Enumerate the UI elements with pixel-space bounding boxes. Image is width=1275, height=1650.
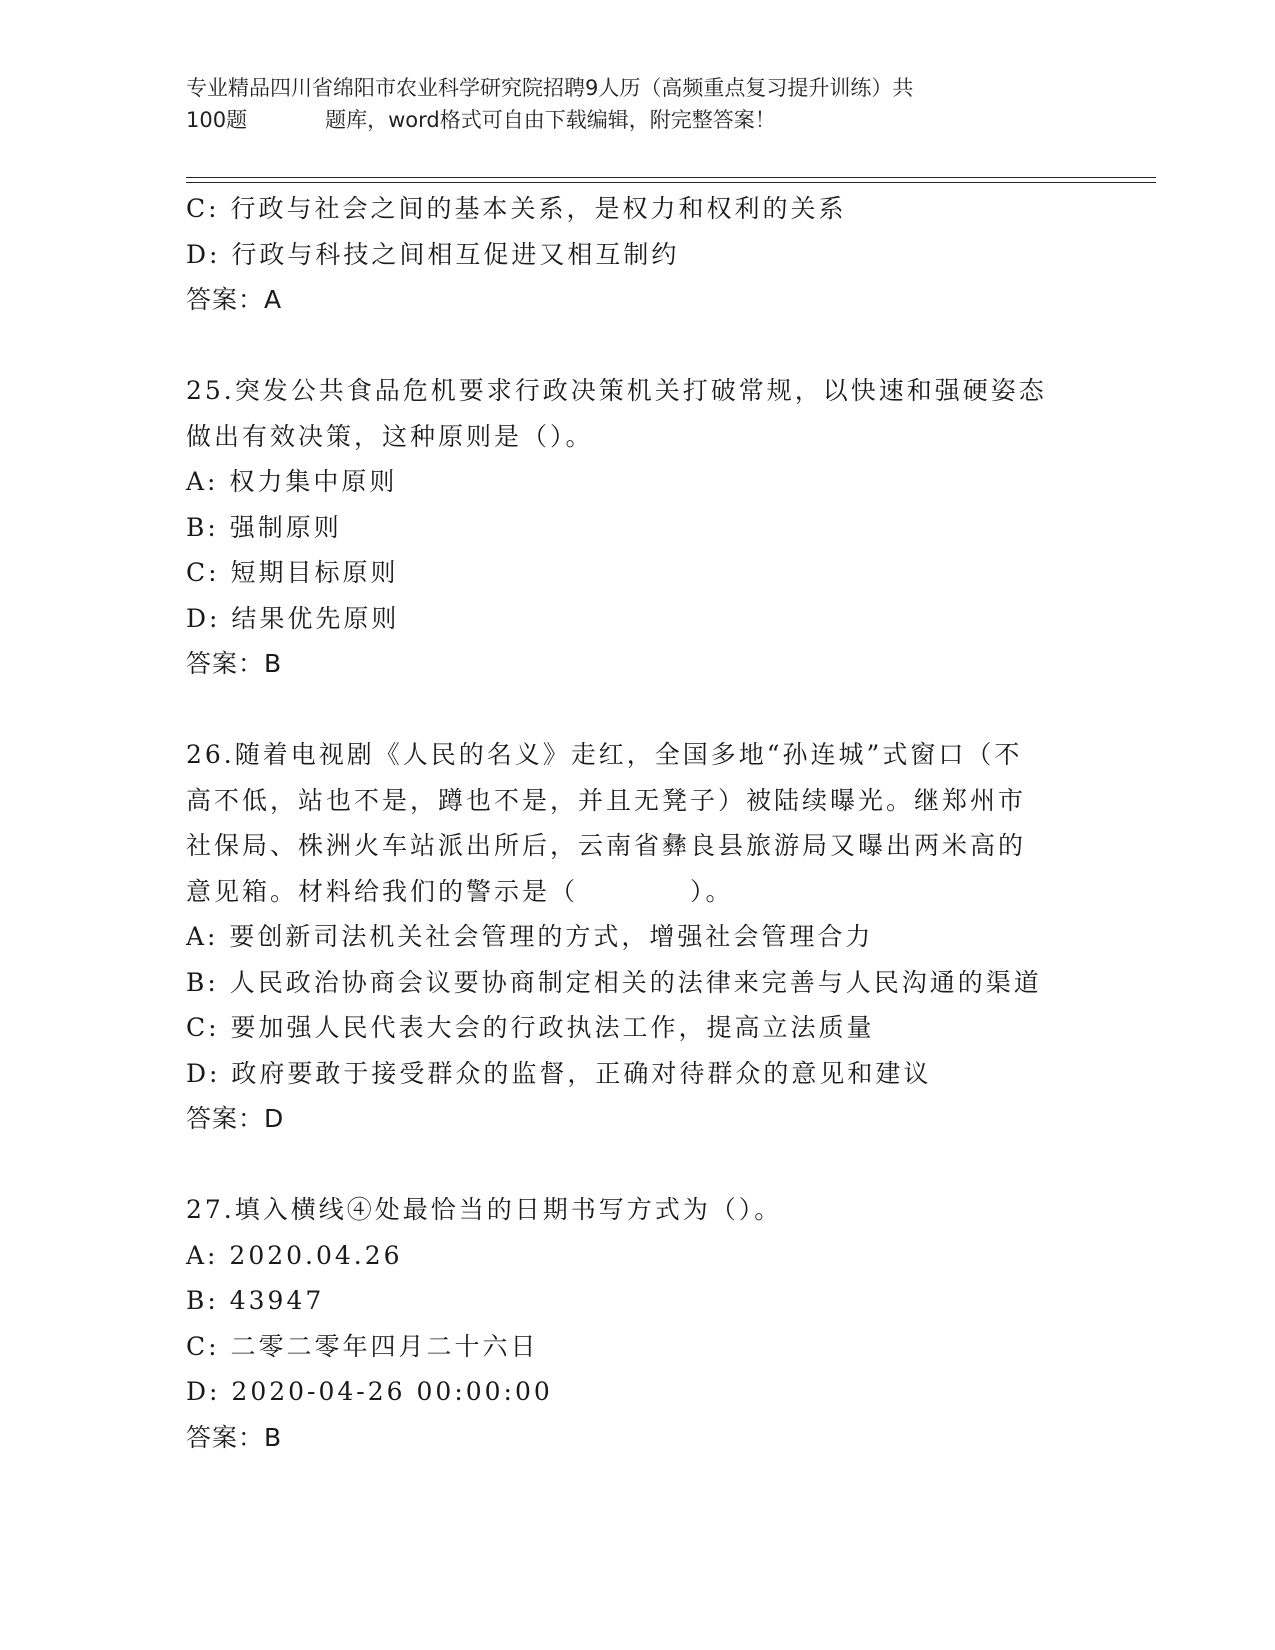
question-stem: 26.随着电视剧《人民的名义》走红，全国多地“孙连城”式窗口（不 bbox=[186, 740, 1023, 769]
question-24-tail bbox=[186, 186, 1086, 323]
option-d: D: 2020-04-26 00:00:00 bbox=[186, 1377, 553, 1406]
option-d: D: 行政与科技之间相互促进又相互制约 bbox=[186, 239, 680, 269]
question-25 bbox=[186, 368, 1086, 687]
option-b: B: 强制原则 bbox=[186, 512, 342, 542]
answer-line: 答案：D bbox=[186, 1104, 285, 1133]
option-c: C: 要加强人民代表大会的行政执法工作，提高立法质量 bbox=[186, 1013, 875, 1042]
header-divider-bottom bbox=[186, 182, 1156, 183]
header-title-line1: 专业精品四川省绵阳市农业科学研究院招聘9人历（高频重点复习提升训练）共 bbox=[186, 76, 914, 100]
option-c: C: 行政与社会之间的基本关系，是权力和权利的关系 bbox=[186, 194, 847, 223]
header-divider-top bbox=[186, 177, 1156, 178]
header-description: 题库，word格式可自由下载编辑，附完整答案！ bbox=[325, 108, 776, 132]
option-b: B: 43947 bbox=[186, 1286, 325, 1315]
option-d: D: 结果优先原则 bbox=[186, 603, 400, 633]
option-a: A: 2020.04.26 bbox=[186, 1240, 403, 1270]
header-question-count: 100题 bbox=[186, 108, 248, 132]
question-stem: 意见箱。材料给我们的警示是（ ）。 bbox=[186, 876, 734, 906]
question-stem: 做出有效决策，这种原则是（）。 bbox=[186, 421, 594, 451]
option-c: C: 二零二零年四月二十六日 bbox=[186, 1331, 539, 1361]
header-title-line2 bbox=[186, 104, 1086, 136]
question-stem: 社保局、株洲火车站派出所后，云南省彝良县旅游局又曝出两米高的 bbox=[186, 831, 1027, 860]
question-content bbox=[186, 186, 1086, 1460]
answer-line: 答案：B bbox=[186, 1422, 283, 1452]
option-a: A: 权力集中原则 bbox=[186, 467, 398, 496]
option-c: C: 短期目标原则 bbox=[186, 558, 399, 587]
answer-line: 答案：A bbox=[186, 285, 283, 314]
answer-line: 答案：B bbox=[186, 649, 283, 678]
document-header bbox=[186, 72, 1086, 136]
question-27 bbox=[186, 1187, 1086, 1460]
option-d: D: 政府要敢于接受群众的监督，正确对待群众的意见和建议 bbox=[186, 1058, 932, 1088]
question-stem: 25.突发公共食品危机要求行政决策机关打破常规，以快速和强硬姿态 bbox=[186, 376, 1047, 405]
option-b: B: 人民政治协商会议要协商制定相关的法律来完善与人民沟通的渠道 bbox=[186, 967, 1042, 997]
question-26 bbox=[186, 732, 1086, 1142]
option-a: A: 要创新司法机关社会管理的方式，增强社会管理合力 bbox=[186, 922, 874, 951]
question-stem: 27.填入横线④处最恰当的日期书写方式为（）。 bbox=[186, 1195, 783, 1224]
question-stem: 高不低，站也不是，蹲也不是，并且无凳子）被陆续曝光。继郑州市 bbox=[186, 785, 1027, 815]
